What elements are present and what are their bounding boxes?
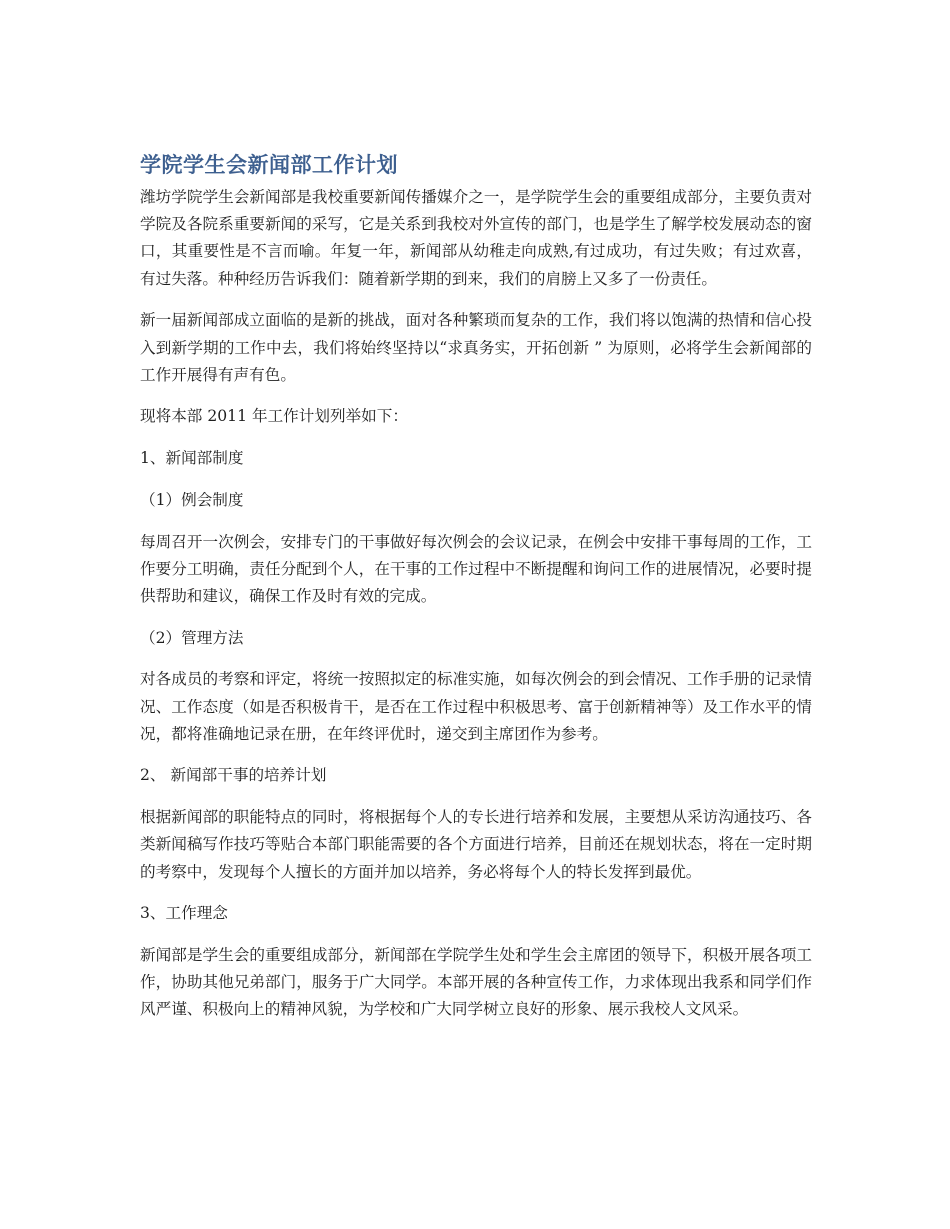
plan-intro-paragraph: 现将本部 2011 年工作计划列举如下： bbox=[140, 407, 408, 426]
challenge-paragraph: 新一届新闻部成立面临的是新的挑战，面对各种繁琐而复杂的工作，我们将以饱满的热情和信心投入到新学期的工作中去，我们将始终坚持以“求真务实，开拓创新 ” 为原则，必将学生会新闻部的工作开展得有声有色。 bbox=[140, 311, 812, 384]
subsection-heading-meeting: （1）例会制度 bbox=[140, 490, 244, 509]
meeting-paragraph: 每周召开一次例会，安排专门的干事做好每次例会的会议记录，在例会中安排干事每周的工作，工作要分工明确，责任分配到个人，在干事的工作过程中不断提醒和询问工作的进展情况，必要时提供帮助和建议，确保工作及时有效的完成。 bbox=[140, 532, 812, 605]
intro-paragraph: 潍坊学院学生会新闻部是我校重要新闻传播媒介之一，是学院学生会的重要组成部分，主要负责对学院及各院系重要新闻的采写，它是关系到我校对外宣传的部门，也是学生了解学校发展动态的窗口，其重要性是不言而喻。年复一年，新闻部从幼稚走向成熟,有过成功，有过失败；有过欢喜，有过失落。种种经历告诉我们：随着新学期的到来，我们的肩膀上又多了一份责任。 bbox=[140, 188, 812, 288]
philosophy-paragraph: 新闻部是学生会的重要组成部分，新闻部在学院学生处和学生会主席团的领导下，积极开展各项工作，协助其他兄弟部门，服务于广大同学。本部开展的各种宣传工作，力求体现出我系和同学们作风严谨、积极向上的精神风貌，为学校和广大同学树立良好的形象、展示我校人文风采。 bbox=[140, 945, 812, 1019]
document-page bbox=[140, 148, 812, 1038]
management-paragraph: 对各成员的考察和评定，将统一按照拟定的标准实施，如每次例会的到会情况、工作手册的记录情况、工作态度（如是否积极肯干，是否在工作过程中积极思考、富于创新精神等）及工作水平的情况，都将准确地记录在册，在年终评优时，递交到主席团作为参考。 bbox=[140, 670, 812, 743]
section-heading-philosophy: 3、工作理念 bbox=[140, 904, 228, 923]
subsection-heading-management: （2）管理方法 bbox=[140, 628, 244, 647]
training-paragraph: 根据新闻部的职能特点的同时，将根据每个人的专长进行培养和发展，主要想从采访沟通技巧、各类新闻稿写作技巧等贴合本部门职能需要的各个方面进行培养，目前还在规划状态，将在一定时期的考察中，发现每个人擅长的方面并加以培养，务必将每个人的特长发挥到最优。 bbox=[140, 808, 812, 881]
document-title: 学院学生会新闻部工作计划 bbox=[140, 153, 398, 177]
section-heading-system: 1、新闻部制度 bbox=[140, 449, 244, 468]
section-heading-training: 2、 新闻部干事的培养计划 bbox=[140, 766, 327, 785]
